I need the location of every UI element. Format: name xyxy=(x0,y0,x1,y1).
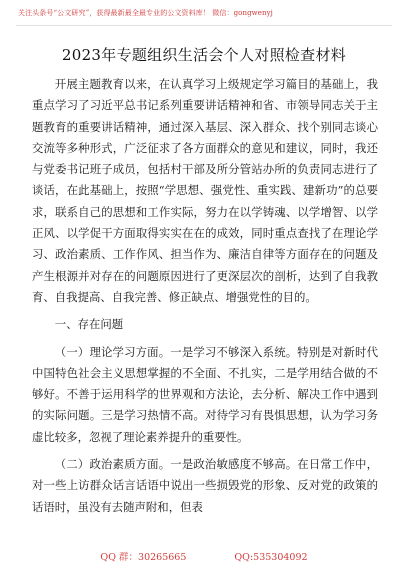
footer xyxy=(0,549,408,563)
item-political-quality: （二）政治素质方面。一是政治敏感度不够高。在日常工作中，对一些上访群众话言话语中说出一些损毁党的形象、反对党的政策的话语时，虽没有去随声附和，但表 xyxy=(32,457,378,514)
item-theory-study: （一）理论学习方面。一是学习不够深入系统。特别是对新时代中国特色社会主义思想掌握的不全面、不扎实，二是学用结合做的不够好。不善于运用科学的世界观和方法论，去分析、解决工作中遇到的实际问题。三是学习热情不高。对待学习有畏惧思想，认为学习务虚比较多，忽视了理论素养提升的重要性。 xyxy=(32,344,378,444)
promo-text: 关注头条号“公文研究”，获得最新最全最专业的公文资料库！ 微信：gongwenyj xyxy=(18,9,273,17)
footer-qq-group: QQ 群：30265665 xyxy=(100,552,187,563)
header-banner xyxy=(0,0,408,30)
header-divider xyxy=(16,25,392,26)
document-body xyxy=(32,74,378,518)
document-title: 2023年专题组织生活会个人对照检查材料 xyxy=(61,46,347,64)
section-heading-problems: 一、存在问题 xyxy=(54,317,124,332)
intro-paragraph: 开展主题教育以来，在认真学习上级规定学习篇目的基础上，我重点学习了习近平总书记系列重要讲话精神和省、市领导同志关于主题教育的重要讲话精神，通过深入基层、深入群众、找个别同志谈心交流等多种形式，广泛征求了各方面群众的意见和建议，同时，我还与党委书记班子成员，包括村干部及所分管站办所的负责同志进行了谈话，在此基础上，按照“学思想、强党性、重实践、建新功”的总要求，联系自己的思想和工作实际，努力在以学铸魂、以学增智、以学正风、以学促干方面取得实实在在的成效，同时重点查找了在理论学习、政治素质、工作作风、担当作为、廉洁自律等方面存在的问题及产生根源并对存在的问题原因进行了更深层次的剖析，达到了自我教育、自我提高、自我完善、修正缺点、增强党性的目的。 xyxy=(32,77,378,304)
footer-qq: QQ:535304092 xyxy=(234,552,308,563)
